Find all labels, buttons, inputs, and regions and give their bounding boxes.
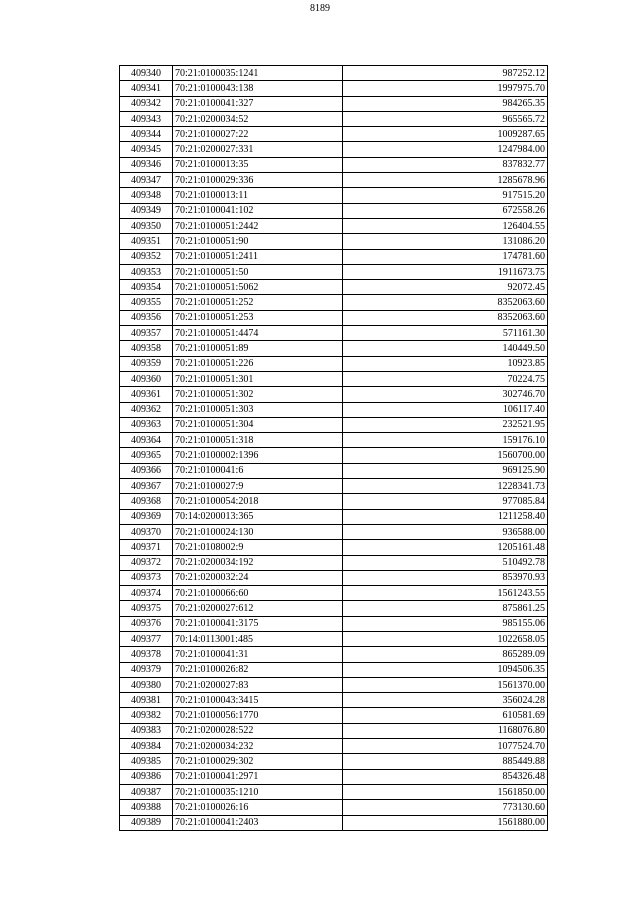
table-row — [120, 739, 548, 754]
table-row — [120, 433, 548, 448]
value-cell: 356024.28 — [343, 693, 548, 708]
table-row — [120, 784, 548, 799]
cadastral-number-cell: 70:21:0100051:4474 — [173, 326, 343, 341]
table-row — [120, 540, 548, 555]
value-cell: 1560700.00 — [343, 448, 548, 463]
row-number-cell: 409358 — [120, 341, 173, 356]
table-row — [120, 570, 548, 585]
table-row — [120, 264, 548, 279]
row-number-cell: 409388 — [120, 800, 173, 815]
row-number-cell: 409348 — [120, 188, 173, 203]
row-number-cell: 409354 — [120, 280, 173, 295]
cadastral-number-cell: 70:21:0100051:318 — [173, 433, 343, 448]
cadastral-number-cell: 70:21:0200034:232 — [173, 739, 343, 754]
data-table — [119, 65, 548, 831]
cadastral-number-cell: 70:21:0100051:2442 — [173, 218, 343, 233]
value-cell: 1285678.96 — [343, 173, 548, 188]
row-number-cell: 409376 — [120, 616, 173, 631]
row-number-cell: 409342 — [120, 96, 173, 111]
value-cell: 965565.72 — [343, 111, 548, 126]
table-row — [120, 356, 548, 371]
table-row — [120, 677, 548, 692]
table-row — [120, 662, 548, 677]
row-number-cell: 409361 — [120, 387, 173, 402]
value-cell: 936588.00 — [343, 524, 548, 539]
table-row — [120, 188, 548, 203]
value-cell: 875861.25 — [343, 601, 548, 616]
table-row — [120, 509, 548, 524]
value-cell: 837832.77 — [343, 157, 548, 172]
cadastral-number-cell: 70:21:0200027:83 — [173, 677, 343, 692]
table-row — [120, 708, 548, 723]
table-row — [120, 800, 548, 815]
table-row — [120, 280, 548, 295]
cadastral-number-cell: 70:21:0100051:302 — [173, 387, 343, 402]
table-row — [120, 111, 548, 126]
row-number-cell: 409368 — [120, 494, 173, 509]
cadastral-number-cell: 70:21:0100029:302 — [173, 754, 343, 769]
table-row — [120, 173, 548, 188]
value-cell: 853970.93 — [343, 570, 548, 585]
row-number-cell: 409353 — [120, 264, 173, 279]
cadastral-number-cell: 70:21:0100051:303 — [173, 402, 343, 417]
value-cell: 131086.20 — [343, 234, 548, 249]
cadastral-number-cell: 70:21:0200027:612 — [173, 601, 343, 616]
cadastral-number-cell: 70:21:0100051:89 — [173, 341, 343, 356]
table-row — [120, 693, 548, 708]
table-row — [120, 479, 548, 494]
cadastral-number-cell: 70:21:0200034:192 — [173, 555, 343, 570]
table-row — [120, 815, 548, 830]
row-number-cell: 409377 — [120, 631, 173, 646]
cadastral-number-cell: 70:21:0100035:1241 — [173, 66, 343, 81]
row-number-cell: 409344 — [120, 127, 173, 142]
cadastral-number-cell: 70:21:0100013:35 — [173, 157, 343, 172]
cadastral-number-cell: 70:21:0100026:82 — [173, 662, 343, 677]
row-number-cell: 409367 — [120, 479, 173, 494]
value-cell: 610581.69 — [343, 708, 548, 723]
cadastral-number-cell: 70:21:0100056:1770 — [173, 708, 343, 723]
row-number-cell: 409372 — [120, 555, 173, 570]
row-number-cell: 409369 — [120, 509, 173, 524]
cadastral-number-cell: 70:14:0200013:365 — [173, 509, 343, 524]
cadastral-number-cell: 70:21:0100041:2971 — [173, 769, 343, 784]
table-row — [120, 203, 548, 218]
value-cell: 510492.78 — [343, 555, 548, 570]
row-number-cell: 409359 — [120, 356, 173, 371]
row-number-cell: 409352 — [120, 249, 173, 264]
row-number-cell: 409383 — [120, 723, 173, 738]
cadastral-number-cell: 70:21:0100051:2411 — [173, 249, 343, 264]
value-cell: 987252.12 — [343, 66, 548, 81]
row-number-cell: 409350 — [120, 218, 173, 233]
table-row — [120, 754, 548, 769]
cadastral-number-cell: 70:21:0100051:253 — [173, 310, 343, 325]
row-number-cell: 409385 — [120, 754, 173, 769]
cadastral-number-cell: 70:21:0100051:304 — [173, 417, 343, 432]
value-cell: 10923.85 — [343, 356, 548, 371]
value-cell: 985155.06 — [343, 616, 548, 631]
table-row — [120, 310, 548, 325]
table-row — [120, 295, 548, 310]
cadastral-number-cell: 70:21:0100051:50 — [173, 264, 343, 279]
row-number-cell: 409389 — [120, 815, 173, 830]
value-cell: 885449.88 — [343, 754, 548, 769]
value-cell: 672558.26 — [343, 203, 548, 218]
value-cell: 1168076.80 — [343, 723, 548, 738]
cadastral-number-cell: 70:21:0100054:2018 — [173, 494, 343, 509]
row-number-cell: 409364 — [120, 433, 173, 448]
row-number-cell: 409340 — [120, 66, 173, 81]
value-cell: 126404.55 — [343, 218, 548, 233]
table-row — [120, 402, 548, 417]
page-number: 8189 — [310, 3, 330, 14]
cadastral-number-cell: 70:21:0100051:90 — [173, 234, 343, 249]
table-row — [120, 387, 548, 402]
row-number-cell: 409363 — [120, 417, 173, 432]
table-row — [120, 448, 548, 463]
table-row — [120, 81, 548, 96]
row-number-cell: 409346 — [120, 157, 173, 172]
table-row — [120, 601, 548, 616]
value-cell: 174781.60 — [343, 249, 548, 264]
value-cell: 1561850.00 — [343, 784, 548, 799]
cadastral-number-cell: 70:21:0100041:6 — [173, 463, 343, 478]
value-cell: 1009287.65 — [343, 127, 548, 142]
table-row — [120, 234, 548, 249]
cadastral-number-cell: 70:21:0100041:3175 — [173, 616, 343, 631]
row-number-cell: 409386 — [120, 769, 173, 784]
table-row — [120, 586, 548, 601]
table-row — [120, 249, 548, 264]
cadastral-number-cell: 70:21:0200034:52 — [173, 111, 343, 126]
value-cell: 302746.70 — [343, 387, 548, 402]
row-number-cell: 409343 — [120, 111, 173, 126]
row-number-cell: 409360 — [120, 371, 173, 386]
table-row — [120, 616, 548, 631]
table-row — [120, 723, 548, 738]
cadastral-number-cell: 70:21:0100027:9 — [173, 479, 343, 494]
cadastral-number-cell: 70:21:0100041:327 — [173, 96, 343, 111]
value-cell: 571161.30 — [343, 326, 548, 341]
cadastral-number-cell: 70:21:0100043:138 — [173, 81, 343, 96]
value-cell: 1247984.00 — [343, 142, 548, 157]
table-row — [120, 647, 548, 662]
value-cell: 1228341.73 — [343, 479, 548, 494]
value-cell: 1997975.70 — [343, 81, 548, 96]
row-number-cell: 409349 — [120, 203, 173, 218]
value-cell: 1205161.48 — [343, 540, 548, 555]
value-cell: 1094506.35 — [343, 662, 548, 677]
cadastral-number-cell: 70:21:0100041:102 — [173, 203, 343, 218]
cadastral-number-cell: 70:21:0100035:1210 — [173, 784, 343, 799]
cadastral-number-cell: 70:21:0100043:3415 — [173, 693, 343, 708]
cadastral-number-cell: 70:21:0100027:22 — [173, 127, 343, 142]
cadastral-number-cell: 70:21:0200028:522 — [173, 723, 343, 738]
cadastral-number-cell: 70:21:0200032:24 — [173, 570, 343, 585]
cadastral-number-cell: 70:21:0100041:31 — [173, 647, 343, 662]
table-row — [120, 769, 548, 784]
value-cell: 1077524.70 — [343, 739, 548, 754]
row-number-cell: 409351 — [120, 234, 173, 249]
row-number-cell: 409356 — [120, 310, 173, 325]
row-number-cell: 409365 — [120, 448, 173, 463]
row-number-cell: 409387 — [120, 784, 173, 799]
cadastral-number-cell: 70:21:0100029:336 — [173, 173, 343, 188]
cadastral-number-cell: 70:21:0100051:226 — [173, 356, 343, 371]
cadastral-number-cell: 70:21:0100041:2403 — [173, 815, 343, 830]
cadastral-number-cell: 70:21:0200027:331 — [173, 142, 343, 157]
cadastral-number-cell: 70:21:0100051:252 — [173, 295, 343, 310]
value-cell: 854326.48 — [343, 769, 548, 784]
table-row — [120, 66, 548, 81]
cadastral-number-cell: 70:21:0100002:1396 — [173, 448, 343, 463]
row-number-cell: 409375 — [120, 601, 173, 616]
row-number-cell: 409347 — [120, 173, 173, 188]
value-cell: 8352063.60 — [343, 310, 548, 325]
row-number-cell: 409379 — [120, 662, 173, 677]
value-cell: 1211258.40 — [343, 509, 548, 524]
table-body — [120, 66, 548, 831]
value-cell: 865289.09 — [343, 647, 548, 662]
value-cell: 140449.50 — [343, 341, 548, 356]
table-row — [120, 555, 548, 570]
cadastral-number-cell: 70:21:0100066:60 — [173, 586, 343, 601]
table-row — [120, 127, 548, 142]
row-number-cell: 409362 — [120, 402, 173, 417]
value-cell: 92072.45 — [343, 280, 548, 295]
cadastral-number-cell: 70:21:0100026:16 — [173, 800, 343, 815]
table-row — [120, 218, 548, 233]
cadastral-number-cell: 70:21:0100013:11 — [173, 188, 343, 203]
row-number-cell: 409370 — [120, 524, 173, 539]
row-number-cell: 409381 — [120, 693, 173, 708]
table-row — [120, 96, 548, 111]
row-number-cell: 409378 — [120, 647, 173, 662]
row-number-cell: 409366 — [120, 463, 173, 478]
row-number-cell: 409384 — [120, 739, 173, 754]
value-cell: 1561880.00 — [343, 815, 548, 830]
value-cell: 1911673.75 — [343, 264, 548, 279]
value-cell: 159176.10 — [343, 433, 548, 448]
row-number-cell: 409341 — [120, 81, 173, 96]
table-row — [120, 157, 548, 172]
row-number-cell: 409345 — [120, 142, 173, 157]
value-cell: 984265.35 — [343, 96, 548, 111]
row-number-cell: 409380 — [120, 677, 173, 692]
cadastral-number-cell: 70:21:0108002:9 — [173, 540, 343, 555]
row-number-cell: 409373 — [120, 570, 173, 585]
value-cell: 106117.40 — [343, 402, 548, 417]
row-number-cell: 409371 — [120, 540, 173, 555]
value-cell: 773130.60 — [343, 800, 548, 815]
value-cell: 917515.20 — [343, 188, 548, 203]
value-cell: 1022658.05 — [343, 631, 548, 646]
row-number-cell: 409357 — [120, 326, 173, 341]
table-row — [120, 463, 548, 478]
row-number-cell: 409355 — [120, 295, 173, 310]
cadastral-number-cell: 70:21:0100024:130 — [173, 524, 343, 539]
table-row — [120, 494, 548, 509]
row-number-cell: 409382 — [120, 708, 173, 723]
value-cell: 1561370.00 — [343, 677, 548, 692]
table-row — [120, 417, 548, 432]
value-cell: 232521.95 — [343, 417, 548, 432]
row-number-cell: 409374 — [120, 586, 173, 601]
cadastral-number-cell: 70:21:0100051:5062 — [173, 280, 343, 295]
value-cell: 8352063.60 — [343, 295, 548, 310]
table-row — [120, 371, 548, 386]
cadastral-number-cell: 70:21:0100051:301 — [173, 371, 343, 386]
value-cell: 70224.75 — [343, 371, 548, 386]
cadastral-number-cell: 70:14:0113001:485 — [173, 631, 343, 646]
value-cell: 977085.84 — [343, 494, 548, 509]
table-row — [120, 326, 548, 341]
table-row — [120, 341, 548, 356]
table-row — [120, 142, 548, 157]
value-cell: 1561243.55 — [343, 586, 548, 601]
table-row — [120, 631, 548, 646]
table-row — [120, 524, 548, 539]
value-cell: 969125.90 — [343, 463, 548, 478]
